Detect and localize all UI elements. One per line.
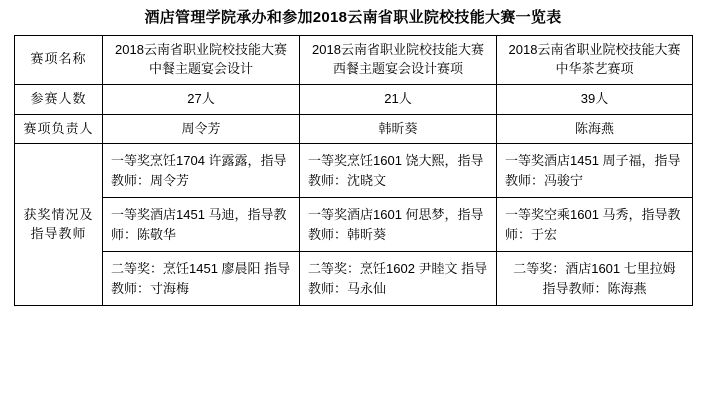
leader-col-2: 韩昕葵 [300, 114, 497, 144]
awards-list-1 [103, 144, 299, 305]
award-entry: 一等奖酒店1601 何思梦，指导教师：韩昕葵 [300, 198, 496, 252]
table-row-leader [15, 114, 693, 144]
table-row-awards [15, 144, 693, 306]
list-item [497, 144, 692, 198]
list-item [300, 198, 496, 252]
table-row-participants [15, 84, 693, 114]
awards-col-1 [103, 144, 300, 306]
award-entry: 一等奖酒店1451 周子福，指导教师：冯骏宁 [497, 144, 692, 198]
event-name-col-3: 2018云南省职业院校技能大赛中华茶艺赛项 [497, 36, 693, 85]
award-entry: 二等奖：烹饪1451 廖晨阳 指导教师：寸海梅 [111, 261, 291, 296]
awards-col-3 [497, 144, 693, 306]
participants-col-2: 21人 [300, 84, 497, 114]
row-label-leader: 赛项负责人 [15, 114, 103, 144]
table-row-event-name [15, 36, 693, 85]
award-entry: 二等奖：烹饪1602 尹睦文 指导教师：马永仙 [308, 261, 488, 296]
participants-col-3: 39人 [497, 84, 693, 114]
list-item [497, 198, 692, 252]
list-item [300, 144, 496, 198]
list-item [497, 252, 692, 306]
award-entry: 一等奖酒店1451 马迪，指导教师：陈敬华 [103, 198, 299, 252]
award-entry: 一等奖空乘1601 马秀，指导教师：于宏 [497, 198, 692, 252]
awards-list-2 [300, 144, 496, 305]
list-item [300, 252, 496, 306]
awards-col-2 [300, 144, 497, 306]
participants-col-1: 27人 [103, 84, 300, 114]
award-entry: 一等奖烹饪1601 饶大熙，指导教师：沈晓文 [300, 144, 496, 198]
award-entry: 二等奖：酒店1601 七里拉姆 指导教师：陈海燕 [513, 261, 676, 296]
event-name-col-2: 2018云南省职业院校技能大赛西餐主题宴会设计赛项 [300, 36, 497, 85]
leader-col-1: 周令芳 [103, 114, 300, 144]
award-entry: 一等奖烹饪1704 许露露，指导教师：周令芳 [103, 144, 299, 198]
list-item [103, 252, 299, 306]
list-item [103, 198, 299, 252]
list-item [103, 144, 299, 198]
competition-table [14, 35, 693, 306]
row-label-event-name: 赛项名称 [15, 36, 103, 85]
row-label-participants: 参赛人数 [15, 84, 103, 114]
event-name-col-1: 2018云南省职业院校技能大赛中餐主题宴会设计 [103, 36, 300, 85]
page-title: 酒店管理学院承办和参加2018云南省职业院校技能大赛一览表 [144, 9, 562, 26]
leader-col-3: 陈海燕 [497, 114, 693, 144]
awards-list-3 [497, 144, 692, 305]
row-label-awards: 获奖情况及指导教师 [15, 144, 103, 306]
